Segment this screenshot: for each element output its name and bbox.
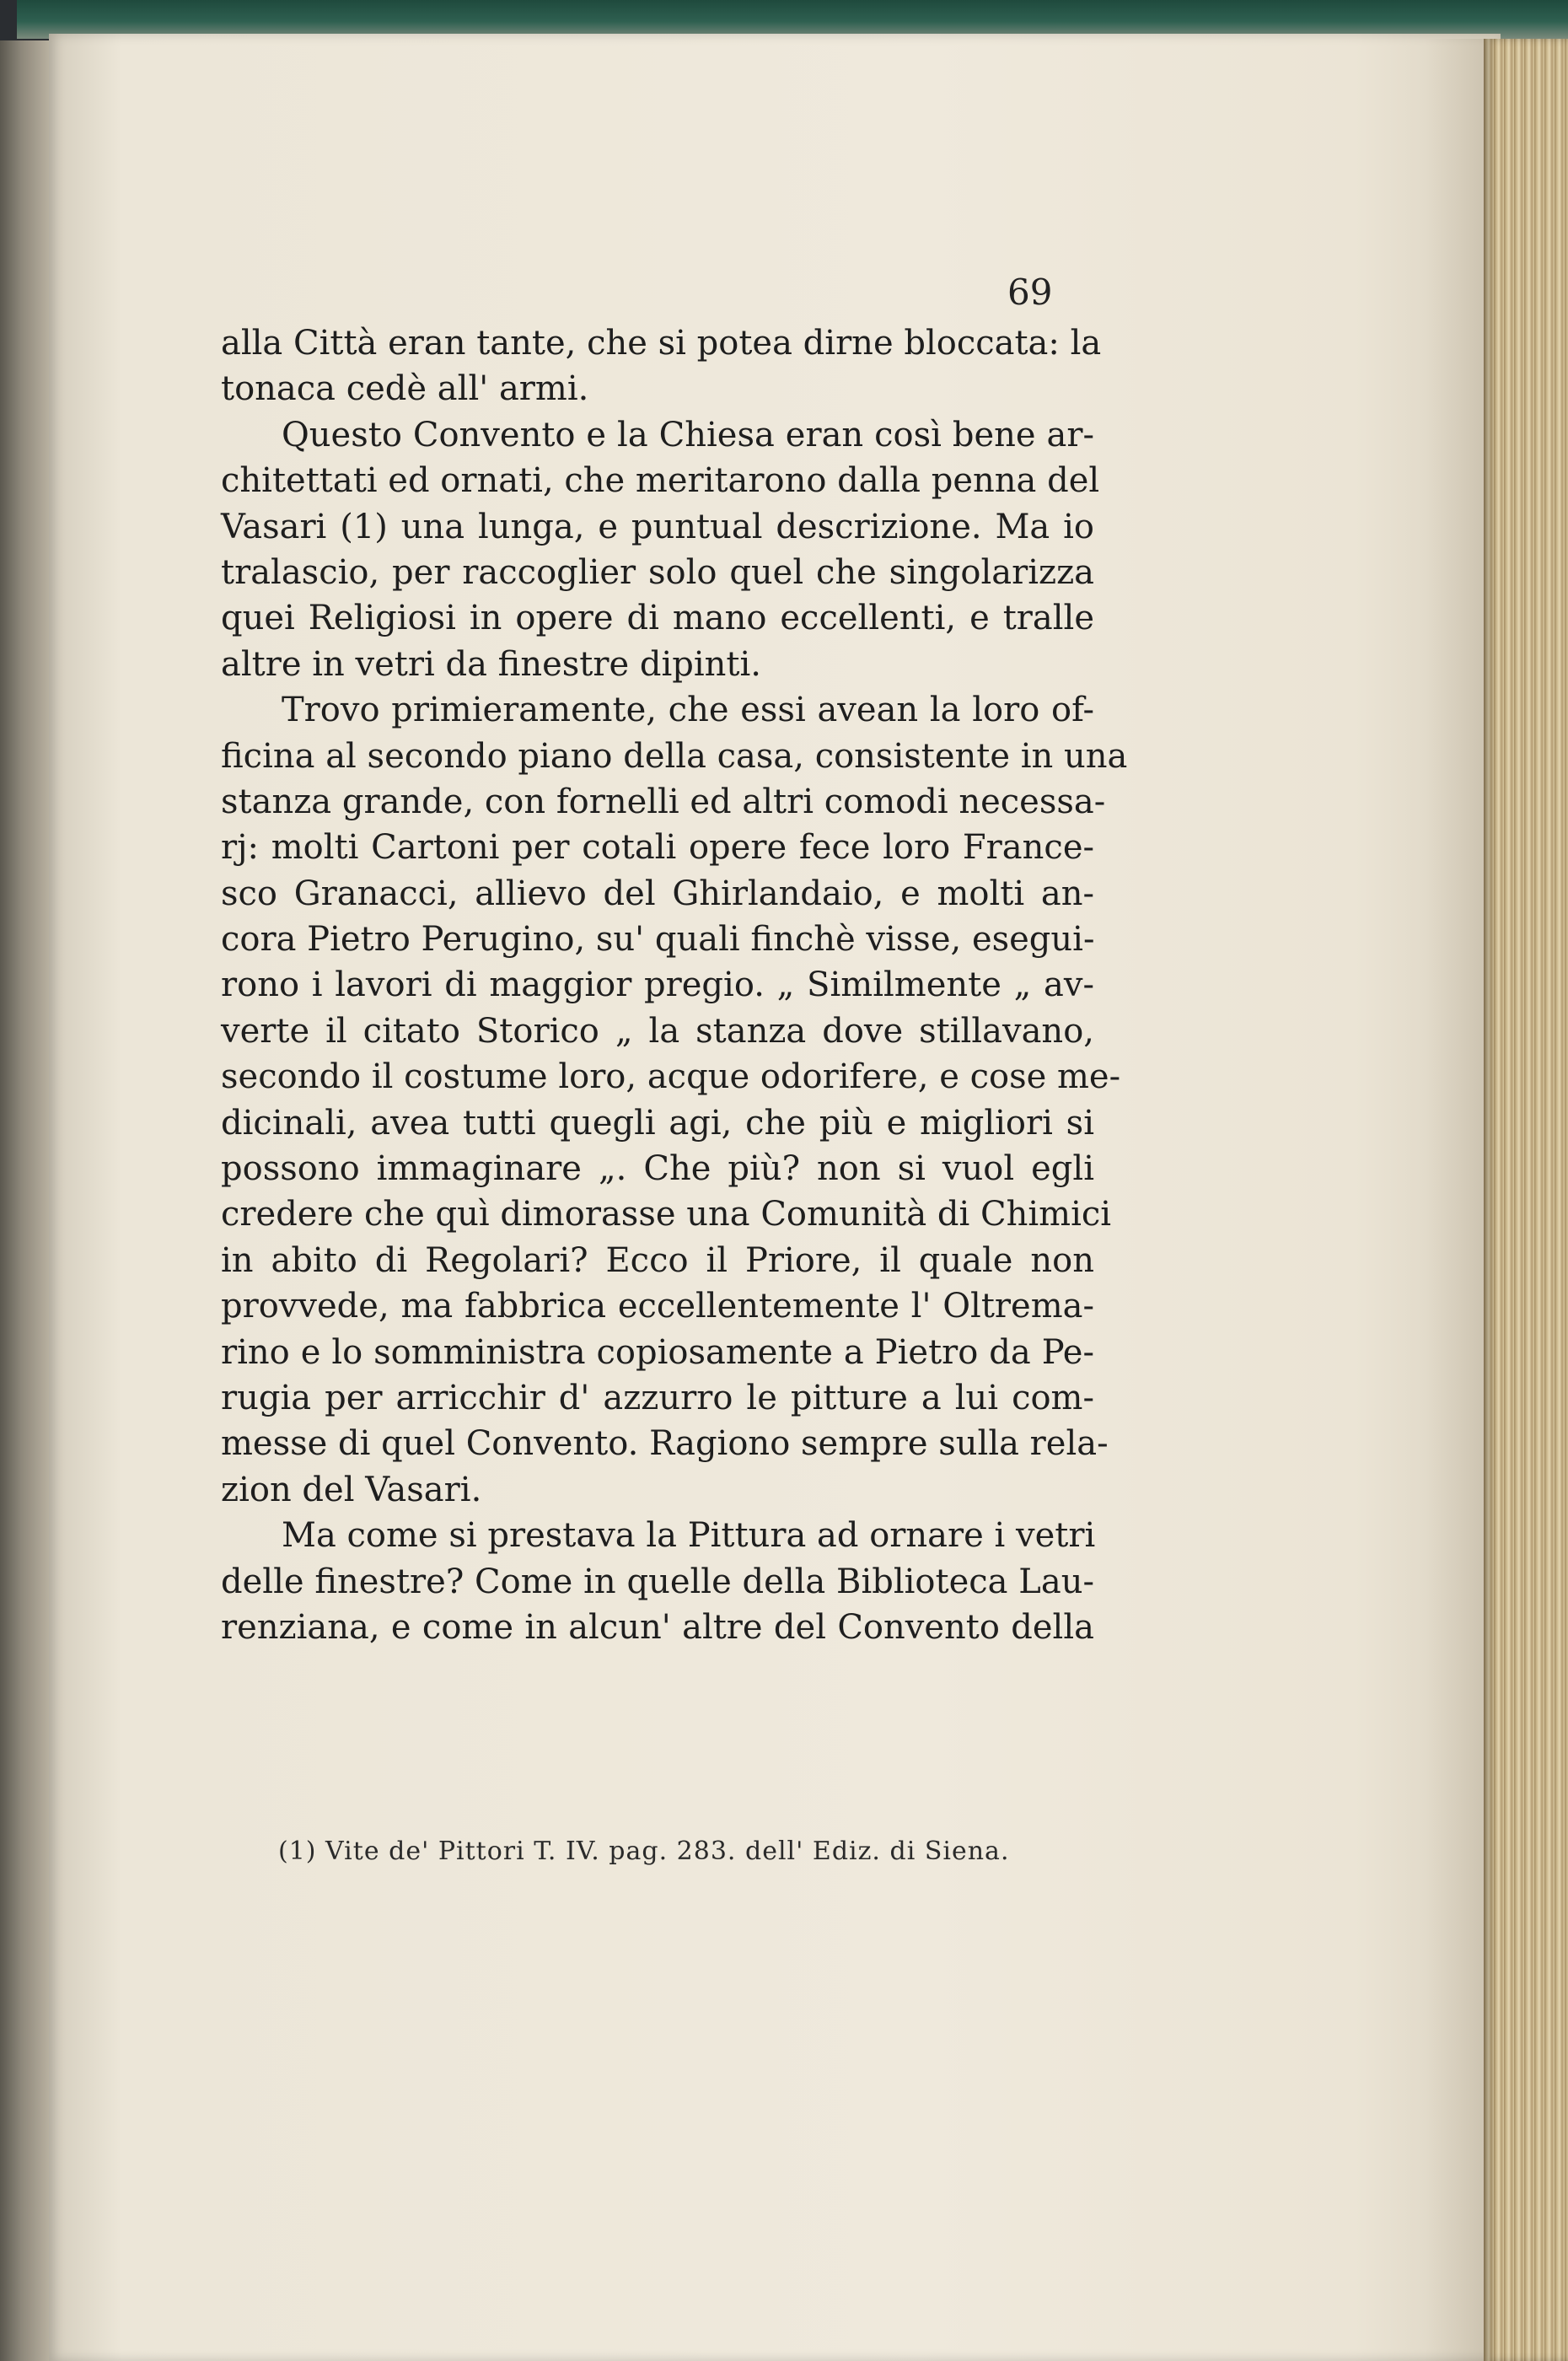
text-line: rj: molti Cartoni per cotali opere fece loro France- [221,828,1094,868]
text-line: verte il citato Storico „ la stanza dove stillavano, [221,1011,1094,1051]
text-line: tralascio, per raccoglier solo quel che singolarizza [221,552,1094,592]
text-line: sco Granacci, allievo del Ghirlandaio, e molti an- [221,874,1094,913]
text-line: Vasari (1) una lunga, e puntual descrizione. Ma io [221,507,1094,546]
text-line: Ma come si prestava la Pittura ad ornare i vetri [282,1516,1096,1556]
text-line: stanza grande, con fornelli ed altri comodi necessa- [221,782,1106,821]
body-text [221,320,1128,1650]
page-gutter [0,40,52,2361]
footnote: (1) Vite de' Pittori T. IV. pag. 283. dell' Ediz. di Siena. [278,1837,1010,1866]
text-line: Trovo primieramente, che essi avean la loro of- [282,691,1094,730]
text-line: secondo il costume loro, acque odorifere, e cose me- [221,1057,1121,1097]
text-line: chitettati ed ornati, che meritarono dalla penna del [221,461,1100,501]
text-line: altre in vetri da finestre dipinti. [221,644,761,684]
text-line: zion del Vasari. [221,1470,482,1509]
text-line: alla Città eran tante, che si potea dirne bloccata: la [221,324,1102,363]
text-line: rino e lo somministra copiosamente a Pietro da Pe- [221,1332,1094,1372]
text-line: provvede, ma fabbrica eccellentemente l' Oltrema- [221,1287,1094,1326]
book-fore-edge [1484,39,1568,2361]
text-line: renziana, e come in alcun' altre del Convento della [221,1607,1094,1647]
text-line: possono immaginare „. Che più? non si vuol egli [221,1149,1094,1189]
text-line: rugia per arricchir d' azzurro le pitture a lui com- [221,1378,1094,1417]
text-line: tonaca cedè all' armi. [221,369,589,409]
text-line: cora Pietro Perugino, su' quali finchè visse, esegui- [221,920,1095,960]
page-edge-shadow [1425,39,1492,2361]
text-line: messe di quel Convento. Ragiono sempre sulla rela- [221,1424,1109,1464]
page-number: 69 [1007,272,1053,313]
text-line: in abito di Regolari? Ecco il Priore, il quale non [221,1240,1094,1280]
text-line: delle finestre? Come in quelle della Biblioteca Lau- [221,1562,1094,1601]
text-line: Questo Convento e la Chiesa eran così bene ar- [282,415,1094,454]
text-line: rono i lavori di maggior pregio. „ Similmente „ av- [221,965,1094,1005]
text-line: credere che quì dimorasse una Comunità di Chimici [221,1195,1112,1234]
text-line: dicinali, avea tutti quegli agi, che più e migliori si [221,1103,1094,1143]
text-line: ficina al secondo piano della casa, consistente in una [221,736,1128,776]
text-line: quei Religiosi in opere di mano eccellenti, e tralle [221,599,1094,638]
